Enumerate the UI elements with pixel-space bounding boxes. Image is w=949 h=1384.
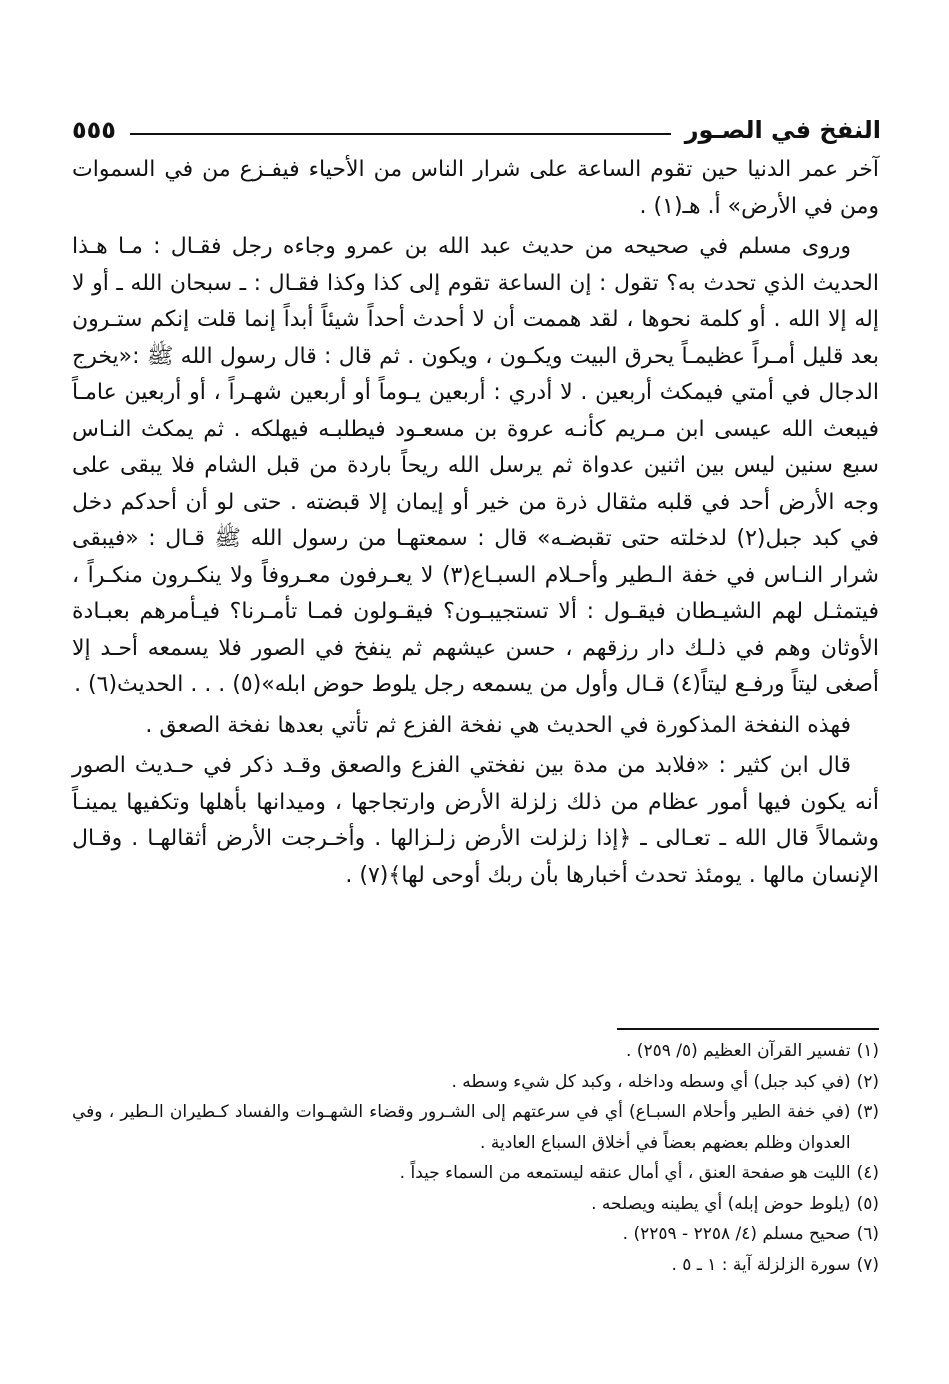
footnote bbox=[72, 1067, 879, 1098]
paragraph: وروى مسلم في صحيحه من حديث عبد الله بن عمرو وجاءه رجل فقـال : مـا هـذا الحديث الذي تحدث به؟ تقول : إن الساعة تقوم إلى كذا وكذا فقـال : ـ سبحان الله ـ أو لا إله إلا الله . أو كلمة نحوها ، لقد هممت أن لا أحدث أحداً شيئاً أبداً إنما قلت إنكم ستـرون بعد قليل أمـراً عظيمـاً يحرق البيت ويكـون ، ويكون . ثم قال : قال رسول الله ﷺ :«يخرج الدجال في أمتي فيمكث أربعين . لا أدري : أربعين يـوماً أو أربعين شهـراً ، أو أربعين عامـاً فيبعث الله عيسى ابن مـريم كأنـه عروة بن مسعـود فيطلبـه فيهلكه . ثم يمكث النـاس سبع سنين ليس بين اثنين عدواة ثم يرسل الله ريحاً باردة من قبل الشام فلا يبقى على وجه الأرض أحد في قلبه مثقال ذرة من خير أو إيمان إلا قبضته . حتى لو أن أحدكم دخل في كبد جبل(٢) لدخلته حتى تقبضـه» قال : سمعتهـا من رسول الله ﷺ قـال : «فيبقى شرار النـاس في خفة الـطير وأحـلام السبـاع(٣) لا يعـرفون معـروفاً ولا ينكـرون منكـراً ، فيتمثـل لهم الشيـطان فيقـول : ألا تستجيبـون؟ فيقـولون فمـا تأمـرنا؟ فيـأمرهم بعبـادة الأوثان وهم في ذلـك دار رزقهم ، حسن عيشهم ثم ينفخ في الصور فلا يسمعه أحـد إلا أصغى ليتاً ورفـع ليتاً(٤) قـال وأول من يسمعه رجل يلوط حوض ابله»(٥) . . . الحديث(٦) . bbox=[72, 234, 880, 697]
page-header bbox=[72, 108, 881, 152]
footnote-text: الليت هو صفحة العنق ، أي أمال عنقه ليستمعه من السماء جيداً . bbox=[399, 1163, 851, 1183]
footnote-separator bbox=[617, 1028, 879, 1030]
footnote bbox=[72, 1158, 879, 1189]
running-title: النفخ في الصـور bbox=[684, 116, 881, 144]
footnote-number: (١) bbox=[856, 1041, 879, 1061]
footnotes bbox=[72, 1036, 879, 1280]
footnote bbox=[72, 1250, 879, 1281]
footnote-text: (في كبد جبل) أي وسطه وداخله ، وكبد كل شيء وسطه . bbox=[451, 1071, 851, 1092]
footnote-text: تفسير القرآن العظيم (٥/ ٢٥٩) . bbox=[626, 1041, 851, 1061]
footnote-number: (٤) bbox=[856, 1163, 879, 1183]
footnote bbox=[72, 1036, 879, 1067]
main-text bbox=[72, 152, 879, 898]
paragraph: فهذه النفخة المذكورة في الحديث هي نفخة الفزع ثم تأتي بعدها نفخة الصعق . bbox=[145, 712, 851, 738]
footnote-number: (٧) bbox=[856, 1254, 879, 1275]
footnote-text: (يلوط حوض إبله) أي يطينه ويصلحه . bbox=[591, 1193, 851, 1214]
footnote bbox=[72, 1189, 879, 1220]
footnote-number: (٣) bbox=[856, 1102, 879, 1122]
footnote-text: صحيح مسلم (٤/ ٢٢٥٨ - ٢٢٥٩) . bbox=[622, 1224, 851, 1244]
footnote-number: (٦) bbox=[856, 1224, 879, 1244]
page-number: ٥٥٥ bbox=[72, 116, 116, 144]
footnote-text: (في خفة الطير وأحلام السبـاع) أي في سرعتهم إلى الشـرور وقضاء الشهـوات والفساد كـطيران الـطير ، وفي العدوان وظلم بعضهم بعضاً في أخلاق السباع العادية . bbox=[72, 1102, 851, 1153]
paragraph: آخر عمر الدنيا حين تقوم الساعة على شرار الناس من الأحياء فيفـزع من في السموات ومن في الأرض» أ. هـ(١) . bbox=[72, 157, 879, 219]
footnote bbox=[72, 1219, 879, 1250]
footnote-number: (٢) bbox=[856, 1071, 879, 1092]
footnote-number: (٥) bbox=[856, 1193, 879, 1214]
footnote bbox=[72, 1097, 879, 1158]
paragraph: قال ابن كثير : «فلابد من مدة بين نفختي الفزع والصعق وقـد ذكر في حـديث الصور أنه يكون فيها أمور عظام من ذلك زلزلة الأرض وارتجاجها ، وميدانها بأهلها وتكفيها يمينـاً وشمالاً قال الله ـ تعـالى ـ ﴿إذا زلزلت الأرض زلـزالها . وأخـرجت الأرض أثقالهـا . وقـال الإنسان مالها . يومئذ تحدث أخبارها بأن ربك أوحى لها﴾(٧) . bbox=[72, 753, 879, 888]
header-rule bbox=[130, 133, 671, 135]
footnote-text: سورة الزلزلة آية : ١ ـ ٥ . bbox=[671, 1254, 851, 1275]
